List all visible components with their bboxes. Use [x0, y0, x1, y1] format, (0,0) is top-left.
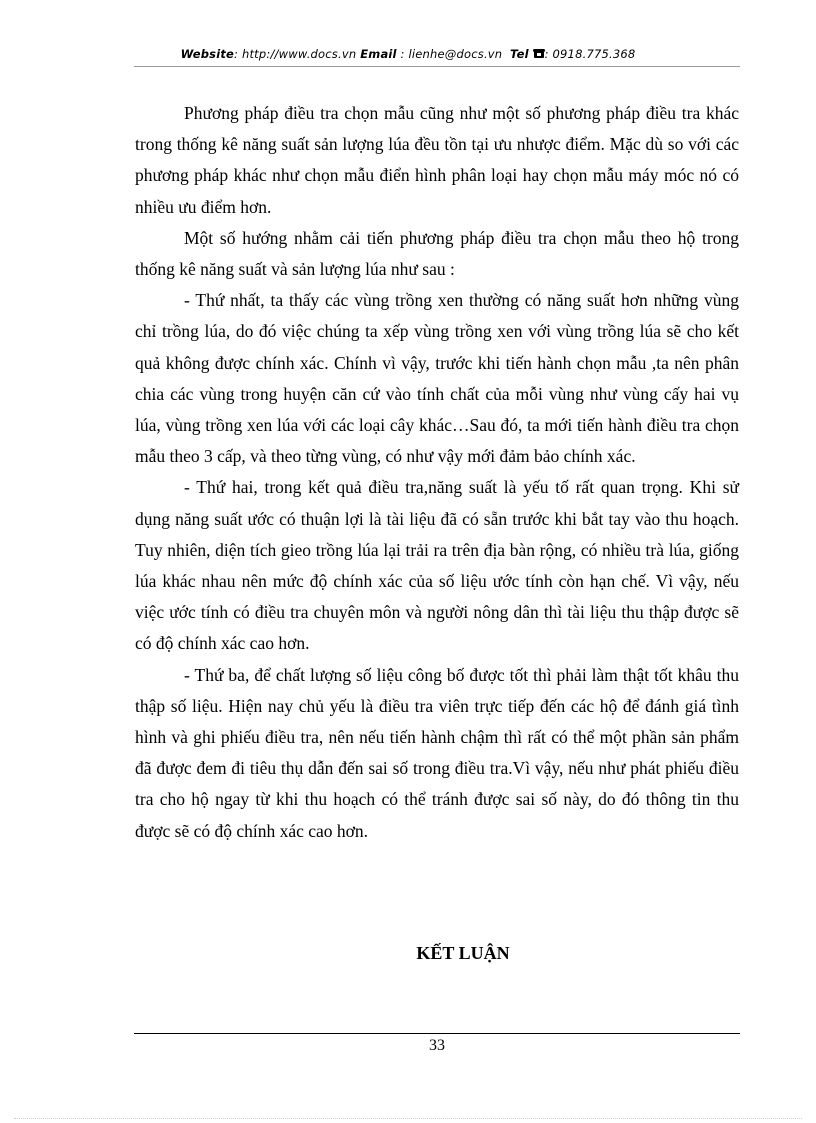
paragraph: - Thứ hai, trong kết quả điều tra,năng suất là yếu tố rất quan trọng. Khi sử dụng năng suất ước có thuận lợi là tài liệu đã có sẵn trước khi bắt tay vào thu hoạch. Tuy nhiên, diện tích gieo trồng lúa lại trải ra trên địa bàn rộng, có nhiều trà lúa, giống lúa khác nhau nên mức độ chính xác của số liệu ước tính còn hạn chế. Vì vậy, nếu việc ước tính có điều tra chuyên môn và người nông dân thì tài liệu thu thập được sẽ có độ chính xác cao hơn.: [135, 477, 739, 654]
paragraph: Một số hướng nhằm cải tiến phương pháp điều tra chọn mẫu theo hộ trong thống kê năng suất và sản lượng lúa như sau :: [135, 227, 739, 280]
document-body: [135, 98, 739, 847]
phone-icon: [533, 48, 545, 62]
paragraph: - Thứ ba, để chất lượng số liệu công bố được tốt thì phải làm thật tốt khâu thu thập số liệu. Hiện nay chủ yếu là điều tra viên trực tiếp đến các hộ để đánh giá tình hình và ghi phiếu điều tra, nên nếu tiến hành chậm thì rất có thể một phần sản phẩm đã được đem đi tiêu thụ dẫn đến sai số trong điều tra.Vì vậy, nếu như phát phiếu điều tra cho hộ ngay từ khi thu hoạch có thể tránh được sai số này, do đó thông tin thu được sẽ có độ chính xác cao hơn.: [135, 664, 739, 841]
tel-label: Tel: [510, 47, 529, 61]
website-label: Website: [180, 47, 235, 61]
section-heading: KẾT LUẬN: [416, 943, 510, 963]
email-value: : lienhe@docs.vn: [400, 47, 503, 61]
page-number: 33: [429, 1037, 445, 1054]
footer-divider: [134, 1033, 740, 1034]
email-label: Email: [360, 47, 397, 61]
paragraph: - Thứ nhất, ta thấy các vùng trồng xen thường có năng suất hơn những vùng chỉ trồng lúa, do đó việc chúng ta xếp vùng trồng xen với vùng trồng lúa sẽ cho kết quả không được chính xác. Chính vì vậy, trước khi tiến hành chọn mẫu ,ta nên phân chia các vùng trong huyện căn cứ vào tính chất của mỗi vùng như vùng cấy hai vụ lúa, vùng trồng xen lúa với các loại cây khác…Sau đó, ta mới tiến hành điều tra chọn mẫu theo 3 cấp, và theo từng vùng, có như vậy mới đảm bảo chính xác.: [135, 290, 739, 467]
page-header: [0, 47, 816, 62]
header-divider: [134, 66, 740, 67]
paragraph: Phương pháp điều tra chọn mẫu cũng như một số phương pháp điều tra khác trong thống kê năng suất sản lượng lúa đều tồn tại ưu nhược điểm. Mặc dù so với các phương pháp khác như chọn mẫu điển hình phân loại hay chọn mẫu máy móc nó có nhiều ưu điểm hơn.: [135, 103, 739, 217]
tel-value: : 0918.775.368: [544, 47, 636, 61]
website-value: : http://www.docs.vn: [234, 47, 357, 61]
page-bottom-border: [14, 1118, 802, 1119]
